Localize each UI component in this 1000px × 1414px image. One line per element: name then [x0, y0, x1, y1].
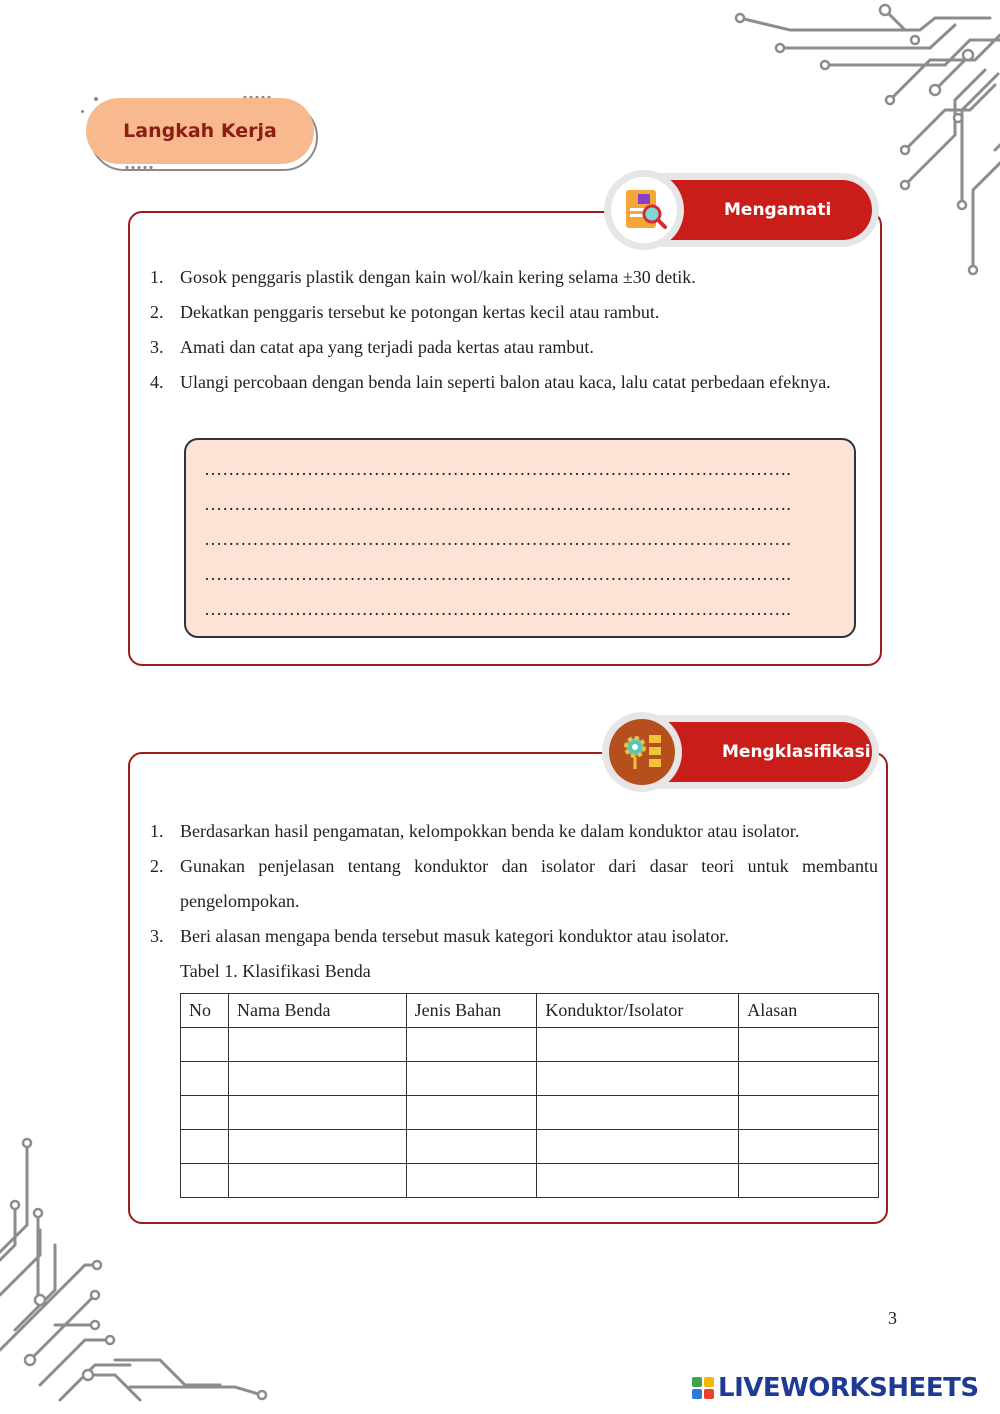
table-cell[interactable] [406, 1130, 537, 1164]
mengklasifikasi-steps [150, 814, 878, 954]
table-cell[interactable] [537, 1028, 739, 1062]
classification-gear-icon [617, 727, 667, 777]
list-item: 3. Amati dan catat apa yang terjadi pada kertas atau rambut. [150, 337, 594, 357]
list-item: 1. Gosok penggaris plastik dengan kain wol/kain kering selama ±30 detik. [150, 267, 696, 287]
decorative-dot [94, 97, 98, 101]
classification-table [180, 993, 879, 1198]
answer-line[interactable]: ……………………………………………………………………………………. [204, 494, 792, 514]
table-cell[interactable] [181, 1130, 229, 1164]
table-cell[interactable] [181, 1096, 229, 1130]
page-title: Langkah Kerja [123, 120, 277, 142]
table-row [181, 1130, 879, 1164]
section-header-langkah-kerja [86, 98, 314, 164]
mengamati-badge-label: Mengamati [724, 200, 832, 220]
table-cell[interactable] [537, 1062, 739, 1096]
table-cell[interactable] [537, 1096, 739, 1130]
table-caption: Tabel 1. Klasifikasi Benda [180, 961, 371, 981]
answer-line[interactable]: ……………………………………………………………………………………. [204, 564, 792, 584]
table-header-row [181, 994, 879, 1028]
column-header-nama-benda: Nama Benda [228, 994, 406, 1028]
table-cell[interactable] [537, 1164, 739, 1198]
mengamati-steps [150, 260, 878, 400]
list-item: 2. Dekatkan penggaris tersebut ke potongan kertas kecil atau rambut. [150, 302, 660, 322]
table-cell[interactable] [739, 1096, 879, 1130]
table-cell[interactable] [228, 1130, 406, 1164]
table-cell[interactable] [406, 1062, 537, 1096]
column-header-konduktor-isolator: Konduktor/Isolator [537, 994, 739, 1028]
table-cell[interactable] [537, 1130, 739, 1164]
table-cell[interactable] [406, 1028, 537, 1062]
mengamati-icon-ring [604, 170, 684, 250]
table-cell[interactable] [181, 1164, 229, 1198]
column-header-jenis-bahan: Jenis Bahan [406, 994, 537, 1028]
list-item: 2. Gunakan penjelasan tentang konduktor dan isolator dari dasar teori untuk membantu pengelompokan. [150, 856, 878, 911]
page-number: 3 [888, 1308, 897, 1328]
liveworksheets-logo-icon [692, 1377, 714, 1399]
table-cell[interactable] [228, 1096, 406, 1130]
list-item: 3. Beri alasan mengapa benda tersebut masuk kategori konduktor atau isolator. [150, 926, 729, 946]
table-row [181, 1096, 879, 1130]
brand-name: LIVEWORKSHEETS [718, 1373, 979, 1403]
column-header-no: No [181, 994, 229, 1028]
table-cell[interactable] [181, 1028, 229, 1062]
table-cell[interactable] [181, 1062, 229, 1096]
liveworksheets-logo[interactable] [692, 1373, 979, 1403]
table-cell[interactable] [228, 1062, 406, 1096]
table-row [181, 1062, 879, 1096]
document-magnifier-icon [618, 184, 670, 236]
table-cell[interactable] [739, 1028, 879, 1062]
list-item: 4. Ulangi percobaan dengan benda lain seperti balon atau kaca, lalu catat perbedaan efeknya. [150, 372, 831, 392]
answer-line[interactable]: ……………………………………………………………………………………. [204, 459, 792, 479]
mengklasifikasi-icon-ring [602, 712, 682, 792]
answer-area[interactable] [184, 438, 856, 638]
answer-line[interactable]: ……………………………………………………………………………………. [204, 599, 792, 619]
decorative-dot [81, 110, 84, 113]
table-cell[interactable] [739, 1130, 879, 1164]
list-item: 1. Berdasarkan hasil pengamatan, kelompokkan benda ke dalam konduktor atau isolator. [150, 821, 800, 841]
table-cell[interactable] [739, 1062, 879, 1096]
mengklasifikasi-badge-label: Mengklasifikasi [722, 742, 871, 762]
table-cell[interactable] [228, 1028, 406, 1062]
column-header-alasan: Alasan [739, 994, 879, 1028]
table-cell[interactable] [228, 1164, 406, 1198]
table-cell[interactable] [406, 1096, 537, 1130]
table-cell[interactable] [406, 1164, 537, 1198]
table-cell[interactable] [739, 1164, 879, 1198]
table-row [181, 1164, 879, 1198]
table-row [181, 1028, 879, 1062]
answer-line[interactable]: ……………………………………………………………………………………. [204, 529, 792, 549]
